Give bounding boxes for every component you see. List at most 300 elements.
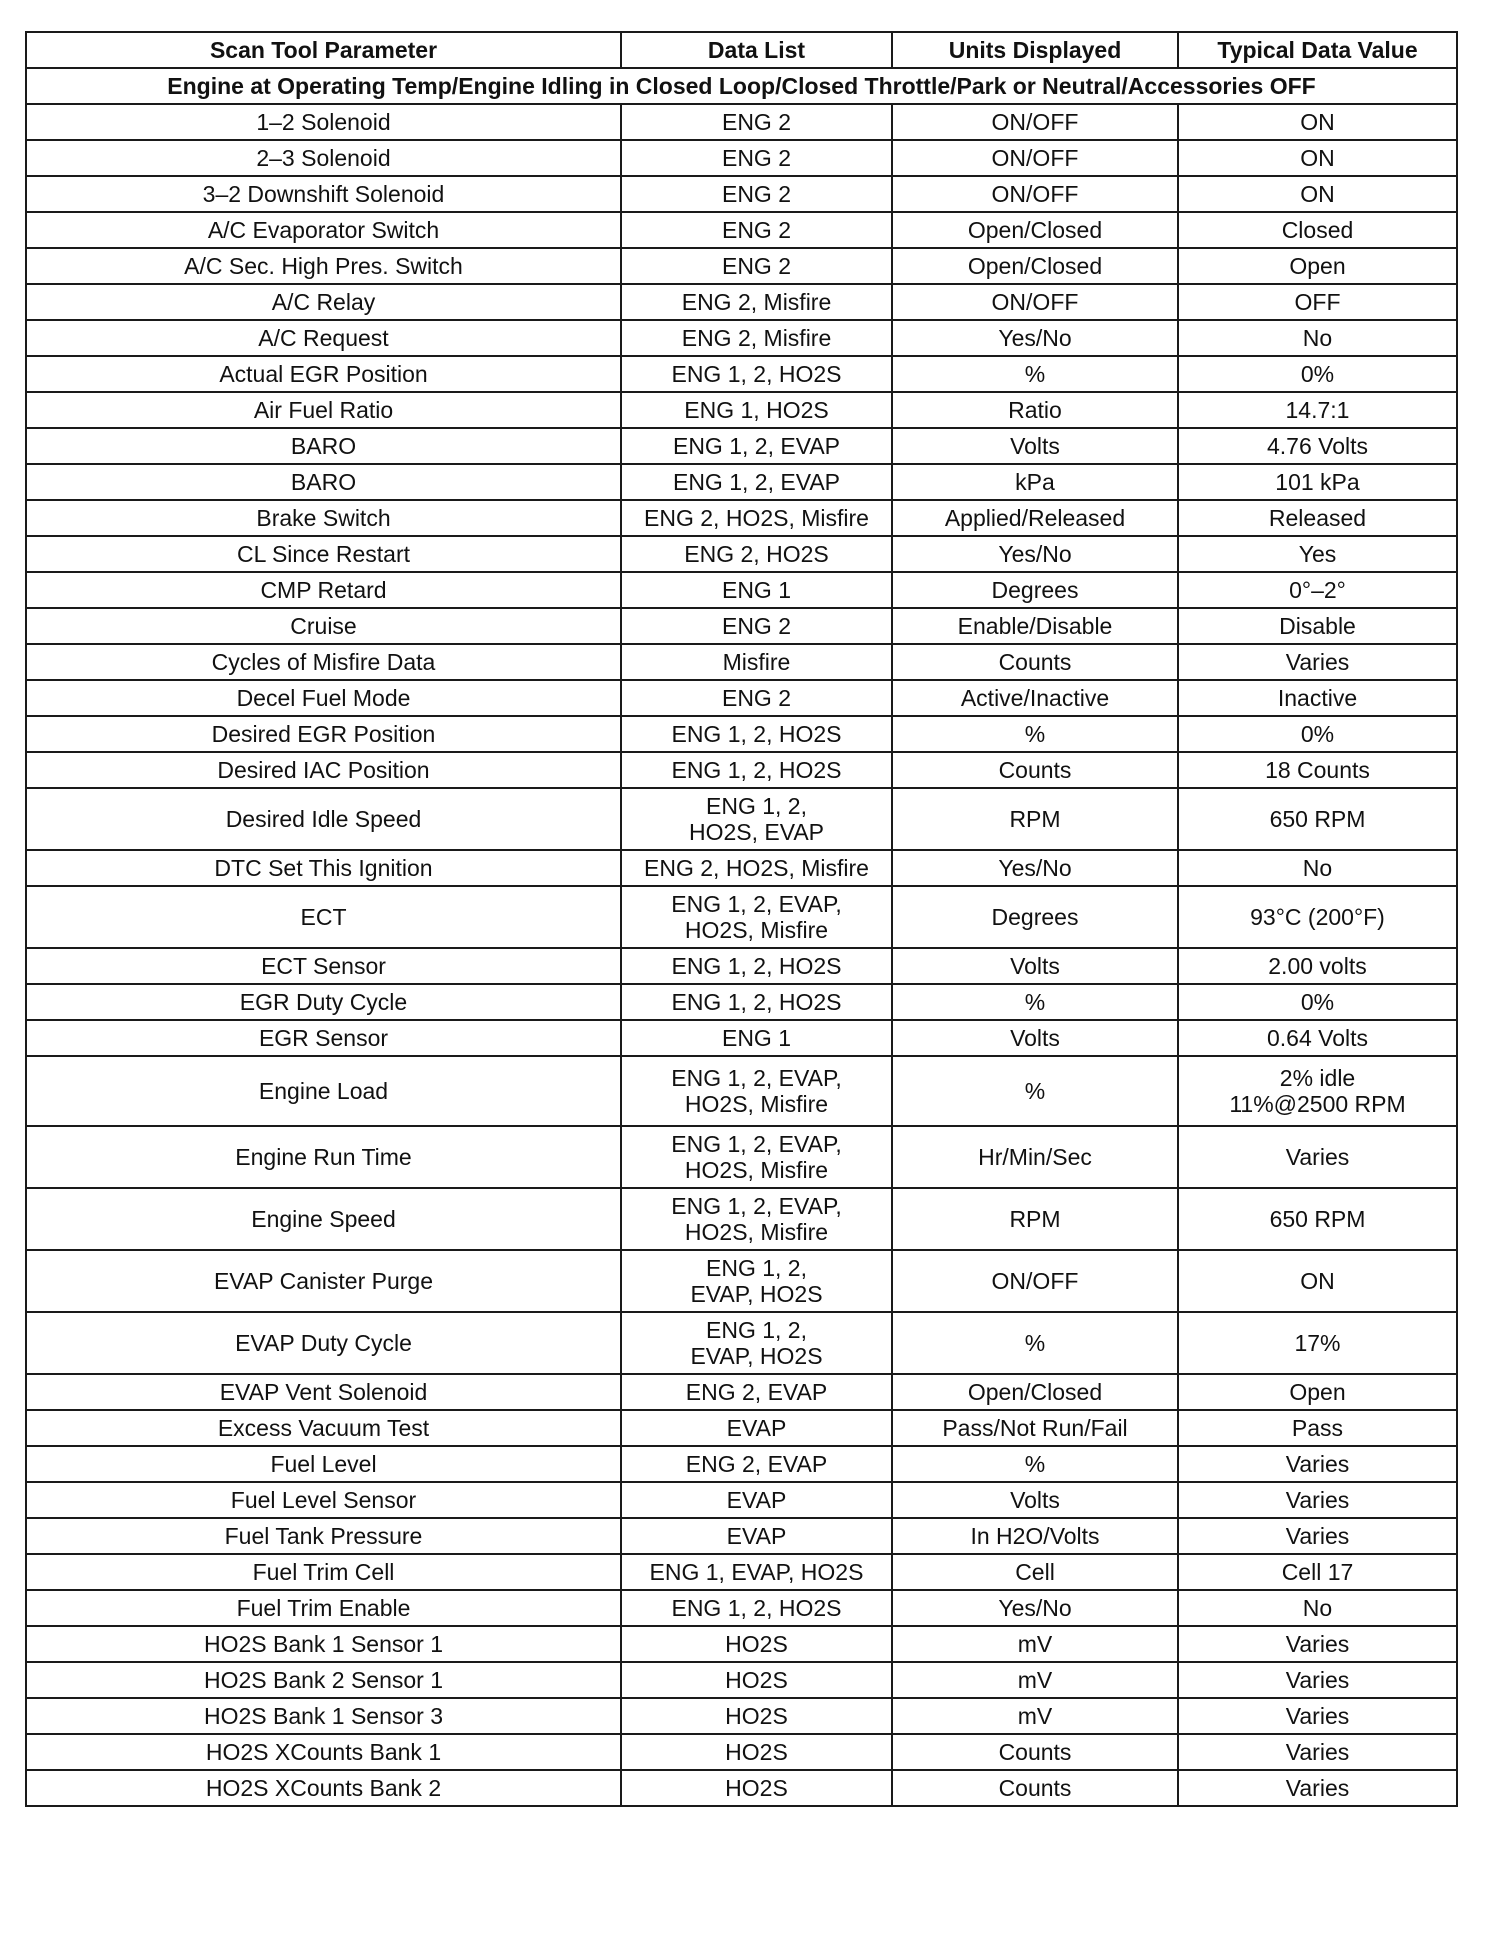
data-list-cell-line: HO2S bbox=[725, 1667, 788, 1693]
data-list-cell bbox=[621, 104, 892, 140]
table-row bbox=[26, 1662, 1457, 1698]
data-list-cell bbox=[621, 886, 892, 948]
typical-value-cell bbox=[1178, 1056, 1457, 1126]
table-row bbox=[26, 1020, 1457, 1056]
typical-value-cell-line: Pass bbox=[1291, 1415, 1344, 1441]
typical-value-cell-line: Open bbox=[1289, 253, 1346, 279]
typical-value-cell-line: Varies bbox=[1285, 1667, 1350, 1693]
data-list-cell bbox=[621, 464, 892, 500]
typical-value-cell-line: 0% bbox=[1300, 989, 1335, 1015]
data-list-cell bbox=[621, 1698, 892, 1734]
units-cell: Degrees bbox=[892, 572, 1178, 608]
typical-value-cell bbox=[1178, 886, 1457, 948]
data-list-cell bbox=[621, 1662, 892, 1698]
units-cell: ON/OFF bbox=[892, 104, 1178, 140]
data-list-cell-line: ENG 1, 2, HO2S bbox=[671, 721, 842, 747]
data-list-cell bbox=[621, 1518, 892, 1554]
parameter-cell: BARO bbox=[26, 428, 621, 464]
data-list-cell bbox=[621, 1482, 892, 1518]
parameter-cell: DTC Set This Ignition bbox=[26, 850, 621, 886]
parameter-cell: 2–3 Solenoid bbox=[26, 140, 621, 176]
data-list-cell bbox=[621, 140, 892, 176]
data-list-cell bbox=[621, 1056, 892, 1126]
units-cell: Open/Closed bbox=[892, 212, 1178, 248]
typical-value-cell bbox=[1178, 320, 1457, 356]
typical-value-cell bbox=[1178, 1374, 1457, 1410]
scan-tool-data-document bbox=[25, 31, 1456, 1807]
parameter-cell: EGR Duty Cycle bbox=[26, 984, 621, 1020]
table-row bbox=[26, 608, 1457, 644]
data-list-cell bbox=[621, 428, 892, 464]
typical-value-cell-line: Varies bbox=[1285, 1775, 1350, 1801]
data-list-cell-line: ENG 1 bbox=[721, 577, 792, 603]
units-cell: Volts bbox=[892, 428, 1178, 464]
parameter-cell: EVAP Canister Purge bbox=[26, 1250, 621, 1312]
data-list-cell bbox=[621, 850, 892, 886]
table-row bbox=[26, 464, 1457, 500]
table-row bbox=[26, 248, 1457, 284]
data-list-cell-line: EVAP bbox=[726, 1415, 787, 1441]
typical-value-cell-line: Open bbox=[1289, 1379, 1346, 1405]
data-list-cell-line: ENG 2, HO2S, Misfire bbox=[644, 505, 869, 531]
parameter-cell: 1–2 Solenoid bbox=[26, 104, 621, 140]
data-list-cell bbox=[621, 1188, 892, 1250]
units-cell: % bbox=[892, 984, 1178, 1020]
units-cell: In H2O/Volts bbox=[892, 1518, 1178, 1554]
data-list-cell bbox=[621, 644, 892, 680]
data-list-cell-line: EVAP bbox=[726, 1487, 787, 1513]
header-typical-data-value: Typical Data Value bbox=[1178, 32, 1457, 68]
parameter-cell: ECT bbox=[26, 886, 621, 948]
data-list-cell-line: ENG 2, Misfire bbox=[681, 325, 832, 351]
table-row bbox=[26, 1126, 1457, 1188]
units-cell: Yes/No bbox=[892, 320, 1178, 356]
table-row bbox=[26, 500, 1457, 536]
table-row bbox=[26, 536, 1457, 572]
typical-value-cell bbox=[1178, 248, 1457, 284]
data-list-cell-line: HO2S, Misfire bbox=[684, 917, 829, 943]
units-cell: Ratio bbox=[892, 392, 1178, 428]
parameter-cell: A/C Request bbox=[26, 320, 621, 356]
typical-value-cell bbox=[1178, 464, 1457, 500]
units-cell: % bbox=[892, 356, 1178, 392]
parameter-cell: Engine Load bbox=[26, 1056, 621, 1126]
table-row bbox=[26, 572, 1457, 608]
typical-value-cell bbox=[1178, 1250, 1457, 1312]
table-header-row bbox=[26, 32, 1457, 68]
table-row bbox=[26, 104, 1457, 140]
data-list-cell-line: ENG 2, EVAP bbox=[685, 1451, 828, 1477]
typical-value-cell bbox=[1178, 644, 1457, 680]
parameter-cell: A/C Relay bbox=[26, 284, 621, 320]
data-list-cell-line: ENG 1, 2, HO2S bbox=[671, 953, 842, 979]
data-list-cell-line: ENG 1, 2, EVAP, bbox=[671, 1065, 842, 1091]
typical-value-cell-line: Varies bbox=[1285, 1144, 1350, 1170]
typical-value-cell bbox=[1178, 1626, 1457, 1662]
typical-value-cell bbox=[1178, 1126, 1457, 1188]
data-list-cell-line: HO2S, Misfire bbox=[684, 1091, 829, 1117]
data-list-cell bbox=[621, 1590, 892, 1626]
typical-value-cell-line: 11%@2500 RPM bbox=[1229, 1091, 1406, 1117]
parameter-cell: Fuel Level bbox=[26, 1446, 621, 1482]
data-list-cell-line: ENG 1, 2, bbox=[706, 793, 807, 819]
table-row bbox=[26, 680, 1457, 716]
units-cell: Open/Closed bbox=[892, 1374, 1178, 1410]
data-list-cell-line: ENG 1, 2, EVAP, bbox=[671, 1131, 842, 1157]
typical-value-cell-line: 0.64 Volts bbox=[1266, 1025, 1369, 1051]
parameter-cell: Actual EGR Position bbox=[26, 356, 621, 392]
parameter-cell: Fuel Tank Pressure bbox=[26, 1518, 621, 1554]
typical-value-cell-line: Yes bbox=[1298, 541, 1337, 567]
typical-value-cell-line: Varies bbox=[1285, 1451, 1350, 1477]
table-body bbox=[26, 68, 1457, 1806]
units-cell: Yes/No bbox=[892, 850, 1178, 886]
units-cell: Degrees bbox=[892, 886, 1178, 948]
units-cell: Active/Inactive bbox=[892, 680, 1178, 716]
table-row bbox=[26, 1698, 1457, 1734]
typical-value-cell-line: Varies bbox=[1285, 1523, 1350, 1549]
typical-value-cell-line: No bbox=[1302, 325, 1333, 351]
header-data-list: Data List bbox=[621, 32, 892, 68]
data-list-cell-line: EVAP, HO2S bbox=[690, 1281, 823, 1307]
data-list-cell-line: ENG 2, Misfire bbox=[681, 289, 832, 315]
data-list-cell-line: HO2S bbox=[725, 1775, 788, 1801]
units-cell: Volts bbox=[892, 1020, 1178, 1056]
data-list-cell bbox=[621, 356, 892, 392]
typical-value-cell-line: Inactive bbox=[1277, 685, 1358, 711]
typical-value-cell-line: Varies bbox=[1285, 649, 1350, 675]
data-list-cell bbox=[621, 1020, 892, 1056]
units-cell: Counts bbox=[892, 644, 1178, 680]
typical-value-cell-line: 0% bbox=[1300, 361, 1335, 387]
typical-value-cell bbox=[1178, 1312, 1457, 1374]
table-row bbox=[26, 1770, 1457, 1806]
data-list-cell bbox=[621, 788, 892, 850]
parameter-cell: CL Since Restart bbox=[26, 536, 621, 572]
typical-value-cell-line: No bbox=[1302, 855, 1333, 881]
units-cell: Pass/Not Run/Fail bbox=[892, 1410, 1178, 1446]
data-list-cell-line: Misfire bbox=[722, 649, 791, 675]
typical-value-cell bbox=[1178, 140, 1457, 176]
typical-value-cell bbox=[1178, 356, 1457, 392]
typical-value-cell-line: 14.7:1 bbox=[1285, 397, 1350, 423]
typical-value-cell-line: Varies bbox=[1285, 1703, 1350, 1729]
typical-value-cell bbox=[1178, 1554, 1457, 1590]
table-row bbox=[26, 1518, 1457, 1554]
units-cell: Applied/Released bbox=[892, 500, 1178, 536]
typical-value-cell bbox=[1178, 680, 1457, 716]
parameter-cell: HO2S XCounts Bank 2 bbox=[26, 1770, 621, 1806]
units-cell: Counts bbox=[892, 1770, 1178, 1806]
data-list-cell-line: HO2S bbox=[725, 1703, 788, 1729]
typical-value-cell bbox=[1178, 1770, 1457, 1806]
table-row bbox=[26, 850, 1457, 886]
typical-value-cell-line: Varies bbox=[1285, 1739, 1350, 1765]
table-row bbox=[26, 716, 1457, 752]
data-list-cell-line: ENG 1, 2, bbox=[706, 1255, 807, 1281]
data-list-cell-line: HO2S bbox=[725, 1631, 788, 1657]
data-list-cell bbox=[621, 1410, 892, 1446]
table-row bbox=[26, 176, 1457, 212]
typical-value-cell bbox=[1178, 1446, 1457, 1482]
parameter-cell: Desired EGR Position bbox=[26, 716, 621, 752]
typical-value-cell bbox=[1178, 428, 1457, 464]
typical-value-cell bbox=[1178, 284, 1457, 320]
table-row bbox=[26, 1250, 1457, 1312]
parameter-cell: CMP Retard bbox=[26, 572, 621, 608]
typical-value-cell-line: 18 Counts bbox=[1265, 757, 1370, 783]
parameter-cell: HO2S Bank 1 Sensor 1 bbox=[26, 1626, 621, 1662]
typical-value-cell-line: OFF bbox=[1294, 289, 1341, 315]
typical-value-cell-line: ON bbox=[1300, 145, 1335, 171]
parameter-cell: A/C Sec. High Pres. Switch bbox=[26, 248, 621, 284]
table-row bbox=[26, 1446, 1457, 1482]
data-list-cell bbox=[621, 984, 892, 1020]
units-cell: ON/OFF bbox=[892, 140, 1178, 176]
units-cell: % bbox=[892, 1056, 1178, 1126]
data-list-cell-line: ENG 2 bbox=[721, 109, 792, 135]
typical-value-cell bbox=[1178, 176, 1457, 212]
typical-value-cell bbox=[1178, 1590, 1457, 1626]
units-cell: mV bbox=[892, 1662, 1178, 1698]
units-cell: % bbox=[892, 716, 1178, 752]
data-list-cell-line: ENG 1, 2, HO2S bbox=[671, 989, 842, 1015]
parameter-cell: Cycles of Misfire Data bbox=[26, 644, 621, 680]
typical-value-cell bbox=[1178, 984, 1457, 1020]
typical-value-cell bbox=[1178, 608, 1457, 644]
data-list-cell bbox=[621, 284, 892, 320]
units-cell: % bbox=[892, 1446, 1178, 1482]
table-row bbox=[26, 644, 1457, 680]
typical-value-cell-line: No bbox=[1302, 1595, 1333, 1621]
condition-row bbox=[26, 68, 1457, 104]
units-cell: ON/OFF bbox=[892, 284, 1178, 320]
typical-value-cell-line: Cell 17 bbox=[1281, 1559, 1354, 1585]
data-list-cell bbox=[621, 500, 892, 536]
parameter-cell: EGR Sensor bbox=[26, 1020, 621, 1056]
table-row bbox=[26, 428, 1457, 464]
data-list-cell-line: ENG 2 bbox=[721, 217, 792, 243]
parameter-cell: 3–2 Downshift Solenoid bbox=[26, 176, 621, 212]
units-cell: % bbox=[892, 1312, 1178, 1374]
table-row bbox=[26, 984, 1457, 1020]
data-list-cell bbox=[621, 1626, 892, 1662]
parameter-cell: BARO bbox=[26, 464, 621, 500]
typical-value-cell bbox=[1178, 752, 1457, 788]
typical-value-cell bbox=[1178, 1698, 1457, 1734]
units-cell: Counts bbox=[892, 752, 1178, 788]
typical-value-cell-line: Disable bbox=[1279, 613, 1356, 639]
data-list-cell bbox=[621, 680, 892, 716]
data-list-cell bbox=[621, 608, 892, 644]
typical-value-cell bbox=[1178, 392, 1457, 428]
table-row bbox=[26, 1482, 1457, 1518]
units-cell: mV bbox=[892, 1698, 1178, 1734]
table-row bbox=[26, 212, 1457, 248]
data-list-cell bbox=[621, 1374, 892, 1410]
data-list-cell bbox=[621, 176, 892, 212]
units-cell: RPM bbox=[892, 1188, 1178, 1250]
typical-value-cell bbox=[1178, 788, 1457, 850]
typical-value-cell bbox=[1178, 1734, 1457, 1770]
data-list-cell bbox=[621, 1312, 892, 1374]
parameter-cell: Cruise bbox=[26, 608, 621, 644]
units-cell: Volts bbox=[892, 1482, 1178, 1518]
units-cell: Enable/Disable bbox=[892, 608, 1178, 644]
parameter-cell: Air Fuel Ratio bbox=[26, 392, 621, 428]
typical-value-cell bbox=[1178, 212, 1457, 248]
parameter-cell: Decel Fuel Mode bbox=[26, 680, 621, 716]
typical-value-cell bbox=[1178, 716, 1457, 752]
table-row bbox=[26, 356, 1457, 392]
parameter-cell: A/C Evaporator Switch bbox=[26, 212, 621, 248]
parameter-cell: HO2S Bank 2 Sensor 1 bbox=[26, 1662, 621, 1698]
data-list-cell bbox=[621, 1554, 892, 1590]
data-list-cell bbox=[621, 572, 892, 608]
typical-value-cell bbox=[1178, 1662, 1457, 1698]
typical-value-cell bbox=[1178, 1188, 1457, 1250]
typical-value-cell bbox=[1178, 948, 1457, 984]
units-cell: kPa bbox=[892, 464, 1178, 500]
data-list-cell-line: ENG 2 bbox=[721, 181, 792, 207]
table-row bbox=[26, 1056, 1457, 1126]
table-row bbox=[26, 140, 1457, 176]
units-cell: Hr/Min/Sec bbox=[892, 1126, 1178, 1188]
table-row bbox=[26, 1374, 1457, 1410]
table-row bbox=[26, 1734, 1457, 1770]
table-row bbox=[26, 788, 1457, 850]
data-list-cell-line: ENG 1, 2, EVAP bbox=[672, 469, 841, 495]
data-list-cell bbox=[621, 320, 892, 356]
typical-value-cell-line: ON bbox=[1300, 181, 1335, 207]
typical-value-cell-line: ON bbox=[1300, 1268, 1335, 1294]
table-row bbox=[26, 1590, 1457, 1626]
typical-value-cell-line: 2% idle bbox=[1279, 1065, 1356, 1091]
typical-value-cell bbox=[1178, 1482, 1457, 1518]
data-list-cell bbox=[621, 1126, 892, 1188]
table-row bbox=[26, 1554, 1457, 1590]
parameter-cell: HO2S Bank 1 Sensor 3 bbox=[26, 1698, 621, 1734]
typical-value-cell-line: ON bbox=[1300, 109, 1335, 135]
data-list-cell bbox=[621, 1734, 892, 1770]
data-list-cell-line: ENG 1 bbox=[721, 1025, 792, 1051]
data-list-cell bbox=[621, 948, 892, 984]
data-list-cell bbox=[621, 248, 892, 284]
data-list-cell-line: ENG 1, 2, HO2S bbox=[671, 1595, 842, 1621]
parameter-cell: Fuel Level Sensor bbox=[26, 1482, 621, 1518]
data-list-cell-line: ENG 2 bbox=[721, 253, 792, 279]
parameter-cell: EVAP Vent Solenoid bbox=[26, 1374, 621, 1410]
typical-value-cell bbox=[1178, 1020, 1457, 1056]
parameter-cell: Fuel Trim Cell bbox=[26, 1554, 621, 1590]
data-list-cell-line: ENG 1, 2, HO2S bbox=[671, 361, 842, 387]
parameter-cell: Brake Switch bbox=[26, 500, 621, 536]
data-list-cell bbox=[621, 1250, 892, 1312]
data-list-cell-line: HO2S bbox=[725, 1739, 788, 1765]
table-row bbox=[26, 1188, 1457, 1250]
units-cell: Counts bbox=[892, 1734, 1178, 1770]
header-units-displayed: Units Displayed bbox=[892, 32, 1178, 68]
parameter-cell: ECT Sensor bbox=[26, 948, 621, 984]
scan-tool-data-table bbox=[25, 31, 1458, 1807]
units-cell: ON/OFF bbox=[892, 1250, 1178, 1312]
operating-condition-note: Engine at Operating Temp/Engine Idling in Closed Loop/Closed Throttle/Park or Neutral/Accessories OFF bbox=[26, 68, 1457, 104]
data-list-cell-line: ENG 2 bbox=[721, 613, 792, 639]
typical-value-cell-line: Released bbox=[1268, 505, 1367, 531]
table-row bbox=[26, 392, 1457, 428]
typical-value-cell-line: 0°–2° bbox=[1289, 577, 1346, 603]
typical-value-cell-line: 650 RPM bbox=[1269, 1206, 1366, 1232]
data-list-cell-line: ENG 1, 2, EVAP, bbox=[671, 891, 842, 917]
typical-value-cell bbox=[1178, 850, 1457, 886]
typical-value-cell bbox=[1178, 572, 1457, 608]
typical-value-cell-line: 17% bbox=[1294, 1330, 1341, 1356]
table-row bbox=[26, 284, 1457, 320]
data-list-cell-line: HO2S, Misfire bbox=[684, 1219, 829, 1245]
table-row bbox=[26, 886, 1457, 948]
typical-value-cell-line: Varies bbox=[1285, 1631, 1350, 1657]
data-list-cell-line: ENG 1, 2, bbox=[706, 1317, 807, 1343]
units-cell: Open/Closed bbox=[892, 248, 1178, 284]
parameter-cell: Fuel Trim Enable bbox=[26, 1590, 621, 1626]
units-cell: mV bbox=[892, 1626, 1178, 1662]
data-list-cell-line: ENG 2 bbox=[721, 685, 792, 711]
data-list-cell bbox=[621, 536, 892, 572]
units-cell: ON/OFF bbox=[892, 176, 1178, 212]
typical-value-cell bbox=[1178, 536, 1457, 572]
typical-value-cell-line: 2.00 volts bbox=[1268, 953, 1367, 979]
typical-value-cell bbox=[1178, 1410, 1457, 1446]
data-list-cell bbox=[621, 212, 892, 248]
data-list-cell bbox=[621, 392, 892, 428]
table-row bbox=[26, 1410, 1457, 1446]
data-list-cell-line: EVAP, HO2S bbox=[690, 1343, 823, 1369]
parameter-cell: Excess Vacuum Test bbox=[26, 1410, 621, 1446]
units-cell: Yes/No bbox=[892, 536, 1178, 572]
data-list-cell-line: EVAP bbox=[726, 1523, 787, 1549]
data-list-cell-line: ENG 1, 2, HO2S bbox=[671, 757, 842, 783]
data-list-cell-line: ENG 2, EVAP bbox=[685, 1379, 828, 1405]
units-cell: Volts bbox=[892, 948, 1178, 984]
typical-value-cell-line: 650 RPM bbox=[1269, 806, 1366, 832]
parameter-cell: Desired Idle Speed bbox=[26, 788, 621, 850]
table-row bbox=[26, 1312, 1457, 1374]
data-list-cell-line: HO2S, EVAP bbox=[688, 819, 825, 845]
parameter-cell: Engine Speed bbox=[26, 1188, 621, 1250]
table-row bbox=[26, 948, 1457, 984]
data-list-cell-line: ENG 1, EVAP, HO2S bbox=[649, 1559, 864, 1585]
parameter-cell: Desired IAC Position bbox=[26, 752, 621, 788]
table-row bbox=[26, 320, 1457, 356]
parameter-cell: EVAP Duty Cycle bbox=[26, 1312, 621, 1374]
typical-value-cell-line: 93°C (200°F) bbox=[1250, 904, 1385, 930]
parameter-cell: Engine Run Time bbox=[26, 1126, 621, 1188]
units-cell: Cell bbox=[892, 1554, 1178, 1590]
data-list-cell-line: ENG 2 bbox=[721, 145, 792, 171]
parameter-cell: HO2S XCounts Bank 1 bbox=[26, 1734, 621, 1770]
typical-value-cell-line: Closed bbox=[1281, 217, 1354, 243]
data-list-cell bbox=[621, 1770, 892, 1806]
data-list-cell-line: HO2S, Misfire bbox=[684, 1157, 829, 1183]
typical-value-cell-line: 101 kPa bbox=[1275, 469, 1360, 495]
typical-value-cell bbox=[1178, 500, 1457, 536]
typical-value-cell-line: Varies bbox=[1285, 1487, 1350, 1513]
typical-value-cell bbox=[1178, 1518, 1457, 1554]
units-cell: RPM bbox=[892, 788, 1178, 850]
typical-value-cell bbox=[1178, 104, 1457, 140]
data-list-cell-line: ENG 2, HO2S, Misfire bbox=[644, 855, 869, 881]
data-list-cell bbox=[621, 752, 892, 788]
